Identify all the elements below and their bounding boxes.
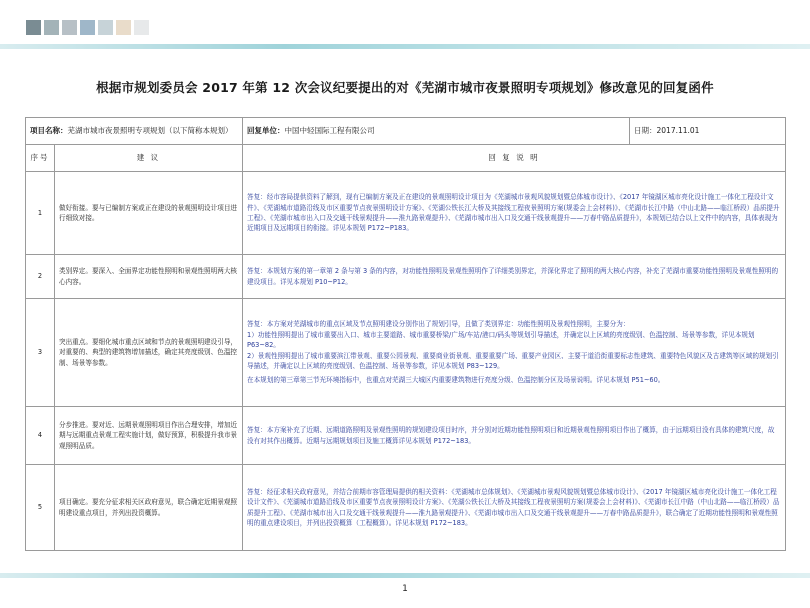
reply-paragraph: 在本规划的第三章第三节光环境指标中，也重点对芜湖三大城区内重要建筑物进行亮度分级、色温控制分区及场景说明。详见本规划 P51~60。 [247, 376, 665, 385]
page-number: 1 [402, 584, 408, 594]
table-row [26, 465, 786, 551]
unit-value: 中国中轻国际工程有限公司 [284, 125, 375, 135]
project-label: 项目名称： [30, 125, 68, 135]
page-title: 根据市规划委员会 2017 年第 12 次会议纪要提出的对《芜湖市城市夜景照明专项规划》修改意见的回复函件 [96, 80, 714, 95]
reply-cell: 答复：经市容局提供资料了解到，现有已编制方案及正在建设的景观照明设计项目为《芜湖城市景观风貌规划暨总体城市设计》、《2017 年镜湖区城市亮化设计施工一体化工程设计文件》、《芜湖城市道路沿线及市区重要节点夜景照明设计方案》、《芜湖公铁长江大桥及其接线工程夜景照明方案(规委会上会材料)》、《芜湖市长江中路（中山北路——临江桥段）品质提升工程》、《芜湖市城市出入口及交通干线景观提升——淮九路景观提升》、《芜湖市城市出入口及交通干线景观提升——万春中路品质提升》，本规划已结合以上文件中的内容，具体表现为近期项目及远期项目的衔接。详见本规划 P172~P183。 [243, 172, 786, 255]
color-swatch [44, 20, 59, 35]
suggestion-cell: 做好衔接。要与已编制方案或正在建设的景观照明设计项目进行细致对接。 [55, 172, 243, 255]
row-number: 4 [26, 407, 55, 465]
header-decor-band [0, 44, 810, 49]
suggestion-cell: 项目确定。要充分征求相关区政府意见，联合确定近期景观照明建设重点项目，并列出投资概算。 [55, 465, 243, 551]
reply-cell [243, 299, 786, 407]
column-header-suggestion: 建 议 [55, 145, 243, 172]
color-swatch [80, 20, 95, 35]
reply-cell: 答复：本规划方案的第一章第 2 条与第 3 条的内容，对功能性照明及景观性照明作了详细类别界定，并深化界定了照明的两大核心内容，补充了芜湖市重要功能性照明及景观性照明的建设项目。详见本规划 P10~P12。 [243, 255, 786, 299]
table-info-row [26, 118, 786, 145]
reply-cell: 答复：经征求相关政府意见，并结合前期市容管理局提供的相关资料：《芜湖城市总体规划》、《芜湖城市景观风貌规划暨总体城市设计》、《2017 年镜湖区城市亮化设计施工一体化工程设计文件》、《芜湖城市道路沿线及市区重要节点夜景照明设计方案》、《芜湖公铁长江大桥及其接线工程夜景照明方案(规委会上会材料)》、《芜湖市长江中路（中山北路——临江桥段）品质提升工程》、《芜湖市城市出入口及交通干线景观提升——淮九路景观提升》、《芜湖市城市出入口及交通干线景观提升——万春中路品质提升》，联合确定了近期功能性照明和景观性照明的重点建设项目，并列出投资概算（工程概算）。详见本规划 P172~183。 [243, 465, 786, 551]
column-header-no: 序号 [26, 145, 55, 172]
table-row [26, 407, 786, 465]
project-cell [26, 118, 243, 145]
footer-decor-band [0, 573, 810, 578]
table-row [26, 172, 786, 255]
color-swatch [62, 20, 77, 35]
suggestion-cell: 类别界定。要深入、全面界定功能性照明和景观性照明两大核心内容。 [55, 255, 243, 299]
date-value: 2017.11.01 [656, 125, 700, 135]
color-swatch [116, 20, 131, 35]
table-row [26, 255, 786, 299]
suggestion-cell: 分步推进。要对近、远期景观照明项目作出合理安排，增加近期与远期重点景观工程实施计划，做好预算，积极提升我市景观照明品质。 [55, 407, 243, 465]
reply-paragraph: 1）功能性照明提出了城市重要出入口、城市主要道路、城市重要桥梁/广场/车站/港口/码头等规划引导描述，并确定以上区域的亮度级别、色温控制、场景等参数，详见本规划 P63~82。 [247, 330, 755, 350]
reply-paragraph: 2）景观性照明提出了城市重要滨江带景观、重要公园景观、重要商业街景观、重要重要广场、重要产业园区、主要干道沿街重要标志性建筑、重要特色风貌区及古建筑等区域的规划引导描述，并确定以上区域的亮度级别、色温控制、场景等参数，详见本规划 P83~129。 [247, 351, 779, 370]
suggestion-cell: 突出重点。要细化城市重点区域和节点的景观照明建设引导，对重要的、典型的建筑物增加描述，确定其亮度级别、色温控制、场景等参数。 [55, 299, 243, 407]
reply-paragraph: 答复：本方案对芜湖城市的重点区域及节点照明建设分别作出了规划引导，且做了类别界定：功能性照明及景观性照明，主要分为： [247, 320, 630, 329]
unit-cell [243, 118, 630, 145]
color-swatch-strip [26, 20, 149, 35]
project-value: 芜湖市城市夜景照明专项规划（以下简称本规划） [67, 125, 233, 135]
table-row [26, 299, 786, 407]
color-swatch [26, 20, 41, 35]
color-swatch [134, 20, 149, 35]
reply-table [25, 117, 786, 551]
color-swatch [98, 20, 113, 35]
row-number: 2 [26, 255, 55, 299]
table-header-row [26, 145, 786, 172]
row-number: 1 [26, 172, 55, 255]
row-number: 5 [26, 465, 55, 551]
date-cell [630, 118, 786, 145]
unit-label: 回复单位： [247, 125, 285, 135]
column-header-reply: 回 复 说 明 [243, 145, 786, 172]
row-number: 3 [26, 299, 55, 407]
reply-cell: 答复：本方案补充了近期、远期道路照明及景观性照明的规划建设项目时序，并分别对近期功能性照明项目和近期景观性照明项目作出了概算，由于远期项目没有具体的建筑尺度，故没有对其作出概算。近期与远期规划项目及施工概算详见本规划 P172~183。 [243, 407, 786, 465]
date-label: 日期： [634, 125, 657, 135]
